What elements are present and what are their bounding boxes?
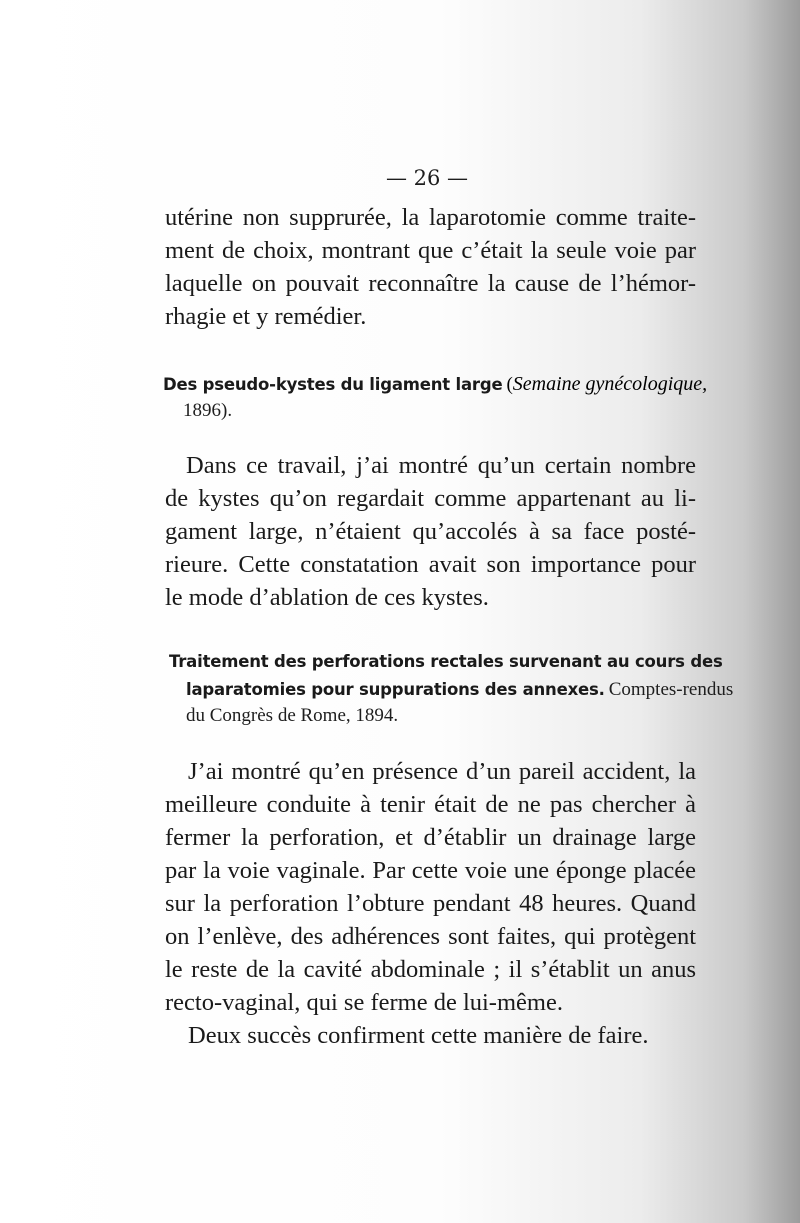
paragraph-line: le mode d’ablation de ces kystes. xyxy=(165,584,489,611)
paragraph-line: meilleure conduite à tenir était de ne pas chercher à xyxy=(165,791,696,818)
paragraph-line: Dans ce travail, j’ai montré qu’un certain nombre xyxy=(186,452,696,479)
reference-year: 1896). xyxy=(183,400,233,421)
reference-text: du Congrès de Rome, 1894. xyxy=(186,705,399,726)
paragraph-line: par la voie vaginale. Par cette voie une éponge placée xyxy=(165,857,696,884)
paragraph-line: recto-vaginal, qui se ferme de lui-même. xyxy=(165,989,563,1016)
paragraph-line: J’ai montré qu’en présence d’un pareil accident, la xyxy=(188,758,696,785)
heading-line xyxy=(186,679,733,701)
paragraph-line: sur la perforation l’obture pendant 48 heures. Quand xyxy=(165,890,696,917)
paragraph-line: le reste de la cavité abdominale ; il s’établit un anus xyxy=(165,956,696,983)
reference-open-paren: ( xyxy=(506,374,513,395)
paragraph-line: de kystes qu’on regardait comme appartenant au li- xyxy=(165,485,696,512)
journal-name: Semaine gynécologique, xyxy=(512,373,708,395)
paragraph-line: rhagie et y remédier. xyxy=(165,303,367,330)
paragraph-line: laquelle on pouvait reconnaître la cause de l’hémor- xyxy=(165,270,696,297)
paragraph-line: utérine non supprurée, la laparotomie comme traite- xyxy=(165,204,696,231)
paragraph-line: gament large, n’étaient qu’accolés à sa face posté- xyxy=(165,518,696,545)
paragraph-line: rieure. Cette constatation avait son importance pour xyxy=(165,551,696,578)
paragraph-line: Deux succès confirment cette manière de faire. xyxy=(188,1022,649,1049)
paragraph-line: fermer la perforation, et d’établir un drainage large xyxy=(165,824,696,851)
reference-text: Comptes-rendus xyxy=(608,679,734,700)
paragraph-line: on l’enlève, des adhérences sont faites, qui protègent xyxy=(165,923,696,950)
heading-line xyxy=(163,373,707,396)
heading-title-line: Traitement des perforations rectales survenant au cours des xyxy=(169,652,723,671)
page-number: — 26 — xyxy=(385,166,469,190)
paragraph-line: ment de choix, montrant que c’était la seule voie par xyxy=(165,237,696,264)
heading-title: Des pseudo-kystes du ligament large xyxy=(163,375,503,394)
heading-title-line: laparatomies pour suppurations des annexes. xyxy=(186,680,605,699)
